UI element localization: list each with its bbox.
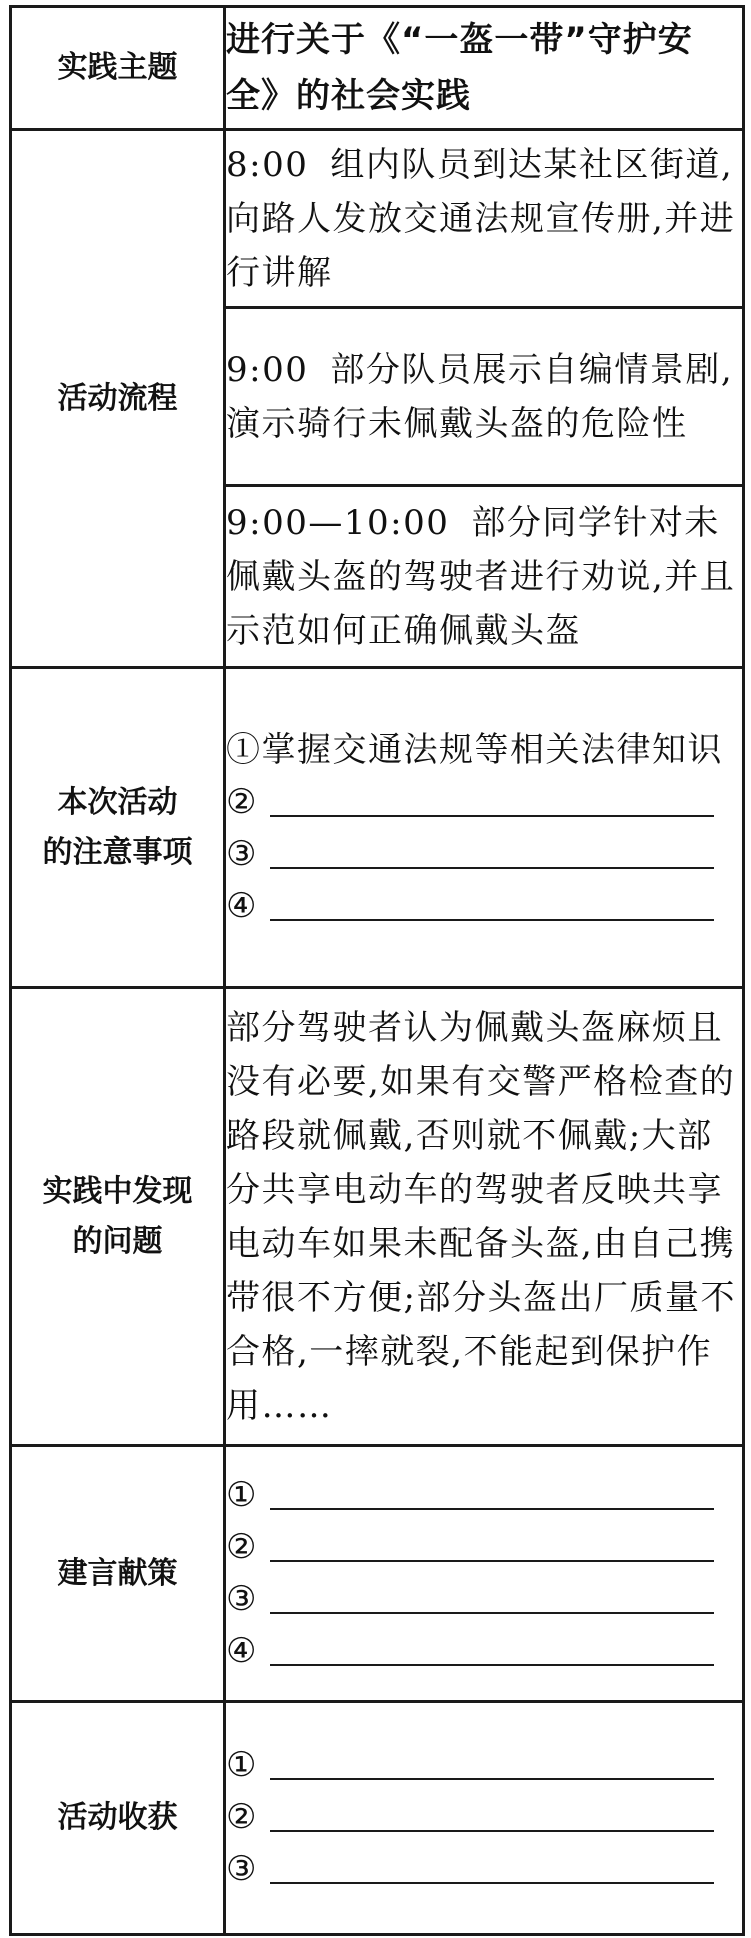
step-text: 组内队员到达某社区街道,向路人发放交通法规宣传册,并进行讲解 xyxy=(226,144,736,293)
answer-blank[interactable] xyxy=(270,1830,714,1832)
item-number: ③ xyxy=(226,1849,258,1889)
item-number: ② xyxy=(226,781,258,822)
label-notes xyxy=(11,668,225,988)
label-problems-line1: 实践中发现 xyxy=(42,1173,193,1209)
label-notes-line1: 本次活动 xyxy=(57,784,178,820)
suggestion-blank-2[interactable] xyxy=(226,1522,742,1574)
item-number: ③ xyxy=(226,833,258,874)
step-time: 9:00 xyxy=(226,349,309,390)
answer-blank[interactable] xyxy=(270,1560,714,1562)
theme-content: 进行关于《“一盔一带”守护安全》的社会实践 xyxy=(225,7,744,130)
problems-content: 部分驾驶者认为佩戴头盔麻烦且没有必要,如果有交警严格检查的路段就佩戴,否则就不佩戴;大部分共享电动车的驾驶者反映共享电动车如果未配备头盔,由自己携带很不方便;部分头盔出厂质量不合格,一摔就裂,不能起到保护作用…… xyxy=(225,988,744,1446)
answer-blank[interactable] xyxy=(270,867,714,869)
gain-blank-2[interactable] xyxy=(226,1792,742,1844)
suggestion-blank-1[interactable] xyxy=(226,1470,742,1522)
notes-blank-4[interactable] xyxy=(226,881,742,933)
process-step-1 xyxy=(225,130,744,308)
gains-content xyxy=(225,1702,744,1935)
step-time: 8:00 xyxy=(226,144,309,185)
notes-content xyxy=(225,668,744,988)
answer-blank[interactable] xyxy=(270,1664,714,1666)
label-problems-line2: 的问题 xyxy=(72,1223,163,1259)
item-number: ② xyxy=(226,1797,258,1837)
step-text: 部分队员展示自编情景剧,演示骑行未佩戴头盔的危险性 xyxy=(226,349,734,444)
label-theme: 实践主题 xyxy=(11,7,225,130)
item-number: ④ xyxy=(226,885,258,926)
suggestion-blank-3[interactable] xyxy=(226,1574,742,1626)
item-number: ④ xyxy=(226,1630,258,1671)
row-suggestions xyxy=(11,1446,744,1702)
suggestions-content xyxy=(225,1446,744,1702)
item-number: ③ xyxy=(226,1578,258,1619)
row-gains xyxy=(11,1702,744,1935)
process-step-2 xyxy=(225,308,744,486)
answer-blank[interactable] xyxy=(270,1612,714,1614)
answer-blank[interactable] xyxy=(270,1882,714,1884)
process-step-3 xyxy=(225,486,744,668)
label-gains: 活动收获 xyxy=(11,1702,225,1935)
practice-table xyxy=(9,5,745,1936)
label-notes-line2: 的注意事项 xyxy=(42,834,193,870)
item-text: 掌握交通法规等相关法律知识 xyxy=(261,729,723,770)
label-process: 活动流程 xyxy=(11,130,225,668)
item-number: ① xyxy=(226,1745,258,1785)
gain-blank-1[interactable] xyxy=(226,1740,742,1792)
step-text: 部分同学针对未佩戴头盔的驾驶者进行劝说,并且示范如何正确佩戴头盔 xyxy=(226,502,736,651)
item-number: ① xyxy=(226,729,262,770)
notes-blank-2[interactable] xyxy=(226,777,742,829)
row-problems xyxy=(11,988,744,1446)
suggestion-blank-4[interactable] xyxy=(226,1626,742,1678)
answer-blank[interactable] xyxy=(270,1508,714,1510)
row-notes xyxy=(11,668,744,988)
answer-blank[interactable] xyxy=(270,1778,714,1780)
item-number: ② xyxy=(226,1526,258,1567)
label-problems xyxy=(11,988,225,1446)
answer-blank[interactable] xyxy=(270,919,714,921)
row-theme xyxy=(11,7,744,130)
gain-blank-3[interactable] xyxy=(226,1844,742,1896)
step-time: 9:00—10:00 xyxy=(226,502,450,543)
row-process-step-1 xyxy=(11,130,744,308)
notes-blank-3[interactable] xyxy=(226,829,742,881)
notes-item-1 xyxy=(226,723,742,777)
label-suggestions: 建言献策 xyxy=(11,1446,225,1702)
item-number: ① xyxy=(226,1474,258,1515)
answer-blank[interactable] xyxy=(270,815,714,817)
